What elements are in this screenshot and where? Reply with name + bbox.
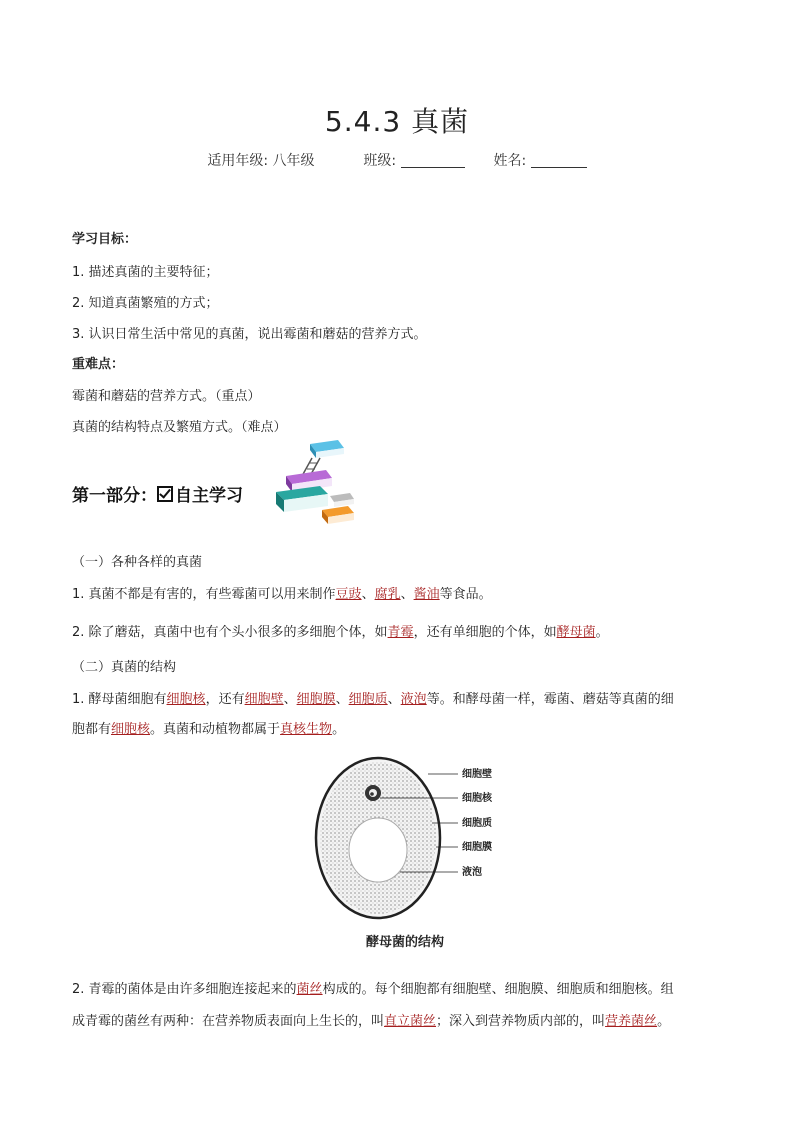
text: ；深入到营养物质内部的，叫 bbox=[436, 1014, 606, 1029]
text: 、 bbox=[387, 692, 401, 707]
text: 。真菌和动植物都属于 bbox=[150, 722, 281, 737]
diagram-label: 细胞膜 bbox=[462, 842, 492, 853]
text: 2. 青霉的菌体是由许多细胞连接起来的 bbox=[72, 982, 297, 997]
paragraph bbox=[72, 688, 674, 707]
text: ，还有 bbox=[205, 692, 245, 707]
part-label: 第一部分： bbox=[72, 486, 157, 506]
goal-item: 1. 描述真菌的主要特征； bbox=[72, 265, 219, 280]
text: 、 bbox=[400, 587, 414, 602]
checkbox-icon bbox=[157, 486, 173, 502]
answer-blank: 细胞核 bbox=[166, 692, 206, 707]
answer-blank: 酵母菌 bbox=[556, 625, 596, 640]
text: 2. 除了蘑菇，真菌中也有个头小很多的多细胞个体，如 bbox=[72, 625, 388, 640]
header-meta bbox=[0, 150, 794, 170]
text: 1. 酵母菌细胞有 bbox=[72, 692, 167, 707]
grade-text: 适用年级: 八年级 bbox=[207, 153, 315, 169]
answer-blank: 酱油 bbox=[413, 587, 440, 602]
paragraph bbox=[72, 621, 609, 640]
diagram-label: 细胞质 bbox=[462, 818, 492, 829]
paragraph bbox=[72, 978, 674, 997]
text: 、 bbox=[335, 692, 349, 707]
class-label: 班级: bbox=[363, 153, 397, 169]
answer-blank: 细胞膜 bbox=[296, 692, 336, 707]
paragraph bbox=[72, 1010, 670, 1029]
figure-caption: 酵母菌的结构 bbox=[366, 935, 445, 950]
text: ，还有单细胞的个体，如 bbox=[413, 625, 557, 640]
text: 、 bbox=[283, 692, 297, 707]
answer-blank: 豆豉 bbox=[335, 587, 362, 602]
text: 等。和酵母菌一样，霉菌、蘑菇等真菌的细 bbox=[426, 692, 674, 707]
key-heading: 重难点： bbox=[72, 357, 125, 372]
goals-heading: 学习目标： bbox=[72, 232, 138, 247]
diagram-label: 液泡 bbox=[462, 867, 482, 878]
paragraph bbox=[72, 718, 345, 737]
page-title: 5.4.3 真菌 bbox=[324, 105, 470, 138]
key-item: 真菌的结构特点及繁殖方式。（难点） bbox=[72, 420, 287, 435]
answer-blank: 直立菌丝 bbox=[384, 1014, 437, 1029]
answer-blank: 菌丝 bbox=[296, 982, 323, 997]
part-heading bbox=[72, 481, 243, 506]
part-title: 自主学习 bbox=[175, 486, 243, 506]
section-heading: （一）各种各样的真菌 bbox=[72, 555, 203, 570]
goal-item: 3. 认识日常生活中常见的真菌，说出霉菌和蘑菇的营养方式。 bbox=[72, 327, 427, 342]
text: 等食品。 bbox=[439, 587, 492, 602]
text: 构成的。每个细胞都有细胞壁、细胞膜、细胞质和细胞核。组 bbox=[322, 982, 674, 997]
diagram-label: 细胞壁 bbox=[462, 769, 492, 780]
section-heading: （二）真菌的结构 bbox=[72, 660, 177, 675]
books-icon bbox=[272, 436, 362, 526]
answer-blank: 细胞壁 bbox=[244, 692, 284, 707]
class-blank[interactable] bbox=[401, 153, 465, 168]
diagram-label: 细胞核 bbox=[462, 793, 492, 804]
answer-blank: 细胞核 bbox=[111, 722, 151, 737]
text: 、 bbox=[361, 587, 375, 602]
name-label: 姓名: bbox=[493, 153, 527, 169]
text: 。 bbox=[332, 722, 346, 737]
answer-blank: 液泡 bbox=[400, 692, 427, 707]
answer-blank: 细胞质 bbox=[348, 692, 388, 707]
key-item: 霉菌和蘑菇的营养方式。（重点） bbox=[72, 389, 261, 404]
text: 。 bbox=[657, 1014, 671, 1029]
answer-blank: 青霉 bbox=[387, 625, 414, 640]
paragraph bbox=[72, 583, 492, 602]
answer-blank: 营养菌丝 bbox=[605, 1014, 658, 1029]
text: 1. 真菌不都是有害的，有些霉菌可以用来制作 bbox=[72, 587, 336, 602]
text: 成青霉的菌丝有两种：在营养物质表面向上生长的，叫 bbox=[72, 1014, 385, 1029]
text: 胞都有 bbox=[72, 722, 112, 737]
answer-blank: 真核生物 bbox=[280, 722, 333, 737]
answer-blank: 腐乳 bbox=[374, 587, 401, 602]
yeast-cell-diagram bbox=[310, 752, 510, 922]
goal-item: 2. 知道真菌繁殖的方式； bbox=[72, 296, 219, 311]
text: 。 bbox=[595, 625, 609, 640]
name-blank[interactable] bbox=[531, 153, 587, 168]
